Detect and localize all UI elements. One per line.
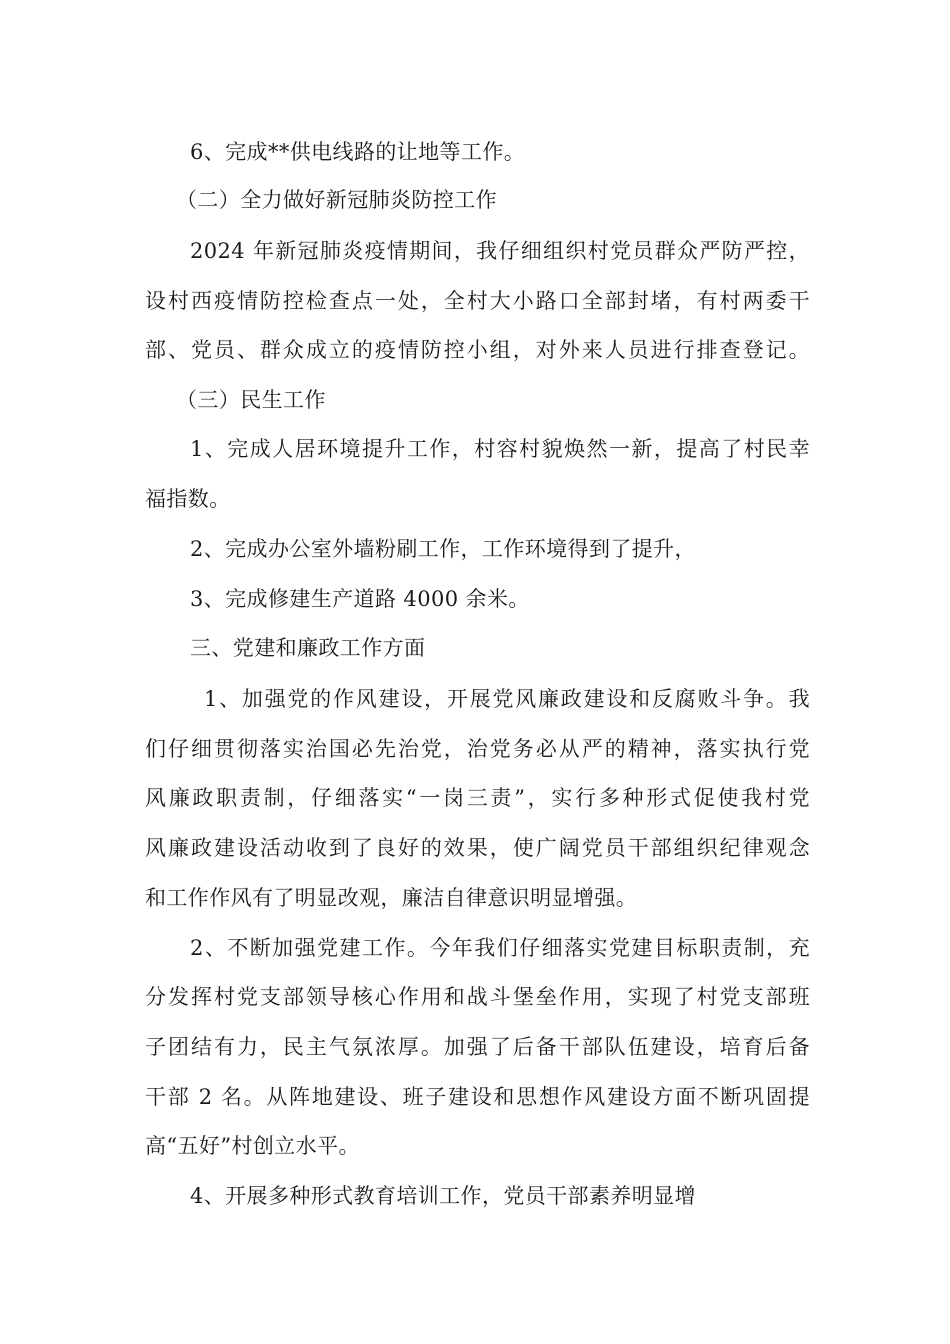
paragraph-line: 1、加强党的作风建设，开展党风廉政建设和反腐败斗争。我: [204, 687, 810, 711]
paragraph-line: 部、党员、群众成立的疫情防控小组，对外来人员进行排查登记。: [145, 338, 810, 362]
section-heading-party: 三、党建和廉政工作方面: [190, 636, 426, 660]
paragraph-line: 福指数。: [145, 487, 231, 511]
paragraph-line: 2、不断加强党建工作。今年我们仔细落实党建目标职责制，充: [190, 936, 810, 960]
paragraph-line: 高“五好”村创立水平。: [145, 1134, 360, 1158]
paragraph-line: 子团结有力，民主气氛浓厚。加强了后备干部队伍建设，培育后备: [145, 1035, 810, 1059]
section-heading-3: （三）民生工作: [176, 388, 326, 412]
item-3-line: 3、完成修建生产道路 4000 余米。: [190, 587, 530, 611]
paragraph-line: 们仔细贯彻落实治国必先治党，治党务必从严的精神，落实执行党: [145, 737, 810, 761]
paragraph-line: 和工作作风有了明显改观，廉洁自律意识明显增强。: [145, 886, 638, 910]
paragraph-line: 4、开展多种形式教育培训工作，党员干部素养明显增: [190, 1184, 696, 1208]
paragraph-line: 风廉政建设活动收到了良好的效果，使广阔党员干部组织纪律观念: [145, 836, 810, 860]
section-heading-2: （二）全力做好新冠肺炎防控工作: [176, 188, 497, 212]
paragraph-line: 风廉政职责制，仔细落实“一岗三责”，实行多种形式促使我村党: [145, 786, 810, 810]
paragraph-line: 设村西疫情防控检查点一处，全村大小路口全部封堵，有村两委干: [145, 289, 810, 313]
item-2-line: 2、完成办公室外墙粉刷工作，工作环境得到了提升，: [190, 537, 696, 561]
paragraph-line: 干部 2 名。从阵地建设、班子建设和思想作风建设方面不断巩固提: [145, 1085, 810, 1109]
item-6-line: 6、完成**供电线路的让地等工作。: [190, 140, 526, 164]
paragraph-line: 2024 年新冠肺炎疫情期间，我仔细组织村党员群众严防严控，: [190, 239, 810, 263]
paragraph-line: 分发挥村党支部领导核心作用和战斗堡垒作用，实现了村党支部班: [145, 985, 810, 1009]
paragraph-line: 1、完成人居环境提升工作，村容村貌焕然一新，提高了村民幸: [190, 437, 810, 461]
